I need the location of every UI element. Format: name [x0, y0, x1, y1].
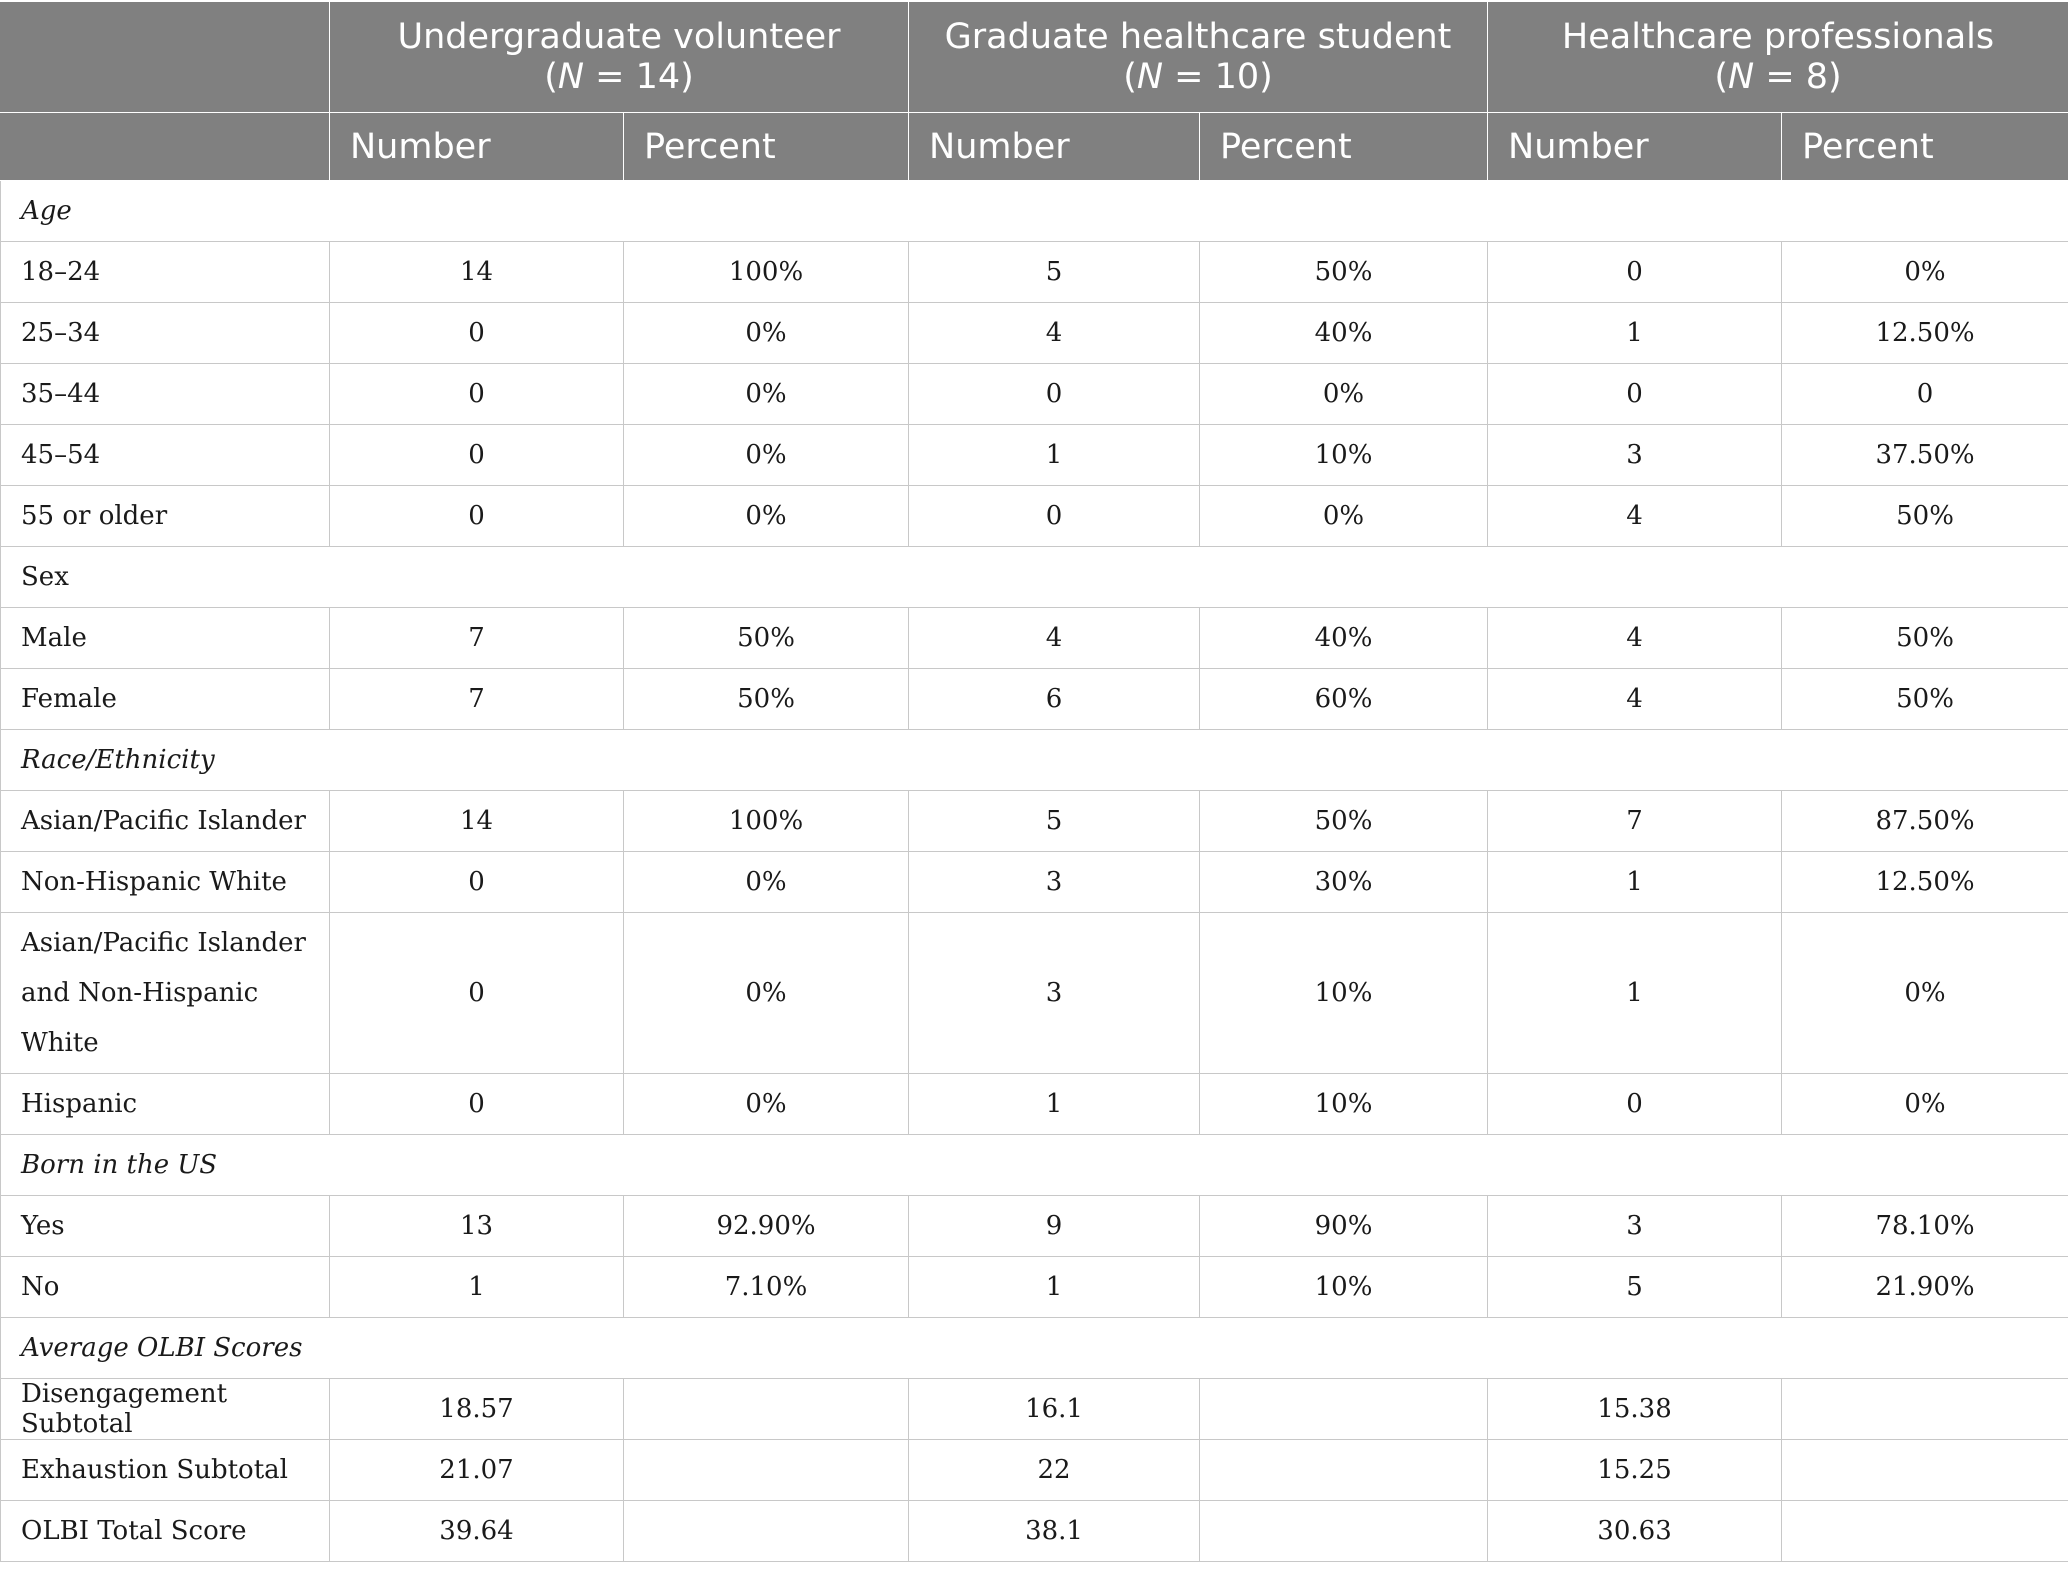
cell-value: 50% — [624, 669, 909, 730]
cell-value — [1200, 1379, 1488, 1440]
cell-value: 4 — [1488, 486, 1782, 547]
cell-value: 0% — [624, 364, 909, 425]
cell-value: 10% — [1200, 1074, 1488, 1135]
row-label: Asian/Pacific Islander — [1, 791, 330, 852]
cell-value: 100% — [624, 791, 909, 852]
cell-value: 50% — [1782, 486, 2068, 547]
table-row — [1, 242, 2068, 303]
row-label: Hispanic — [1, 1074, 330, 1135]
section-label: Average OLBI Scores — [1, 1318, 2068, 1379]
cell-value: 5 — [909, 791, 1200, 852]
row-label: OLBI Total Score — [1, 1501, 330, 1562]
section-label: Born in the US — [1, 1135, 2068, 1196]
group-header-undergraduate — [330, 2, 909, 113]
cell-value: 5 — [1488, 1257, 1782, 1318]
table-row — [1, 1257, 2068, 1318]
cell-value: 5 — [909, 242, 1200, 303]
corner-cell — [1, 2, 330, 113]
cell-value: 21.90% — [1782, 1257, 2068, 1318]
cell-value: 0% — [624, 486, 909, 547]
cell-value: 0% — [624, 913, 909, 1074]
row-label: Non-Hispanic White — [1, 852, 330, 913]
cell-value: 100% — [624, 242, 909, 303]
table-row — [1, 852, 2068, 913]
subheader-row — [1, 113, 2068, 181]
row-label-line: Asian/Pacific Islander — [21, 928, 306, 958]
table-row — [1, 791, 2068, 852]
cell-value: 0 — [330, 486, 624, 547]
group-n: (N = 10) — [1123, 57, 1273, 97]
cell-value: 12.50% — [1782, 303, 2068, 364]
row-label: Yes — [1, 1196, 330, 1257]
row-label: Female — [1, 669, 330, 730]
cell-value: 15.38 — [1488, 1379, 1782, 1440]
row-label: No — [1, 1257, 330, 1318]
cell-value: 3 — [909, 852, 1200, 913]
cell-value: 50% — [624, 608, 909, 669]
subheader-percent: Percent — [624, 113, 909, 181]
cell-value: 1 — [1488, 303, 1782, 364]
cell-value: 1 — [909, 1074, 1200, 1135]
cell-value — [1200, 1501, 1488, 1562]
cell-value: 50% — [1200, 791, 1488, 852]
cell-value: 10% — [1200, 913, 1488, 1074]
cell-value: 0% — [624, 303, 909, 364]
cell-value: 39.64 — [330, 1501, 624, 1562]
cell-value: 10% — [1200, 1257, 1488, 1318]
table-row — [1, 1074, 2068, 1135]
row-label: Disengagement Subtotal — [1, 1379, 330, 1440]
subheader-percent: Percent — [1200, 113, 1488, 181]
cell-value: 9 — [909, 1196, 1200, 1257]
cell-value: 0 — [330, 1074, 624, 1135]
cell-value: 7 — [330, 669, 624, 730]
cell-value: 30% — [1200, 852, 1488, 913]
cell-value: 22 — [909, 1440, 1200, 1501]
row-label-line: and Non-Hispanic — [21, 978, 259, 1008]
group-header-professionals — [1488, 2, 2068, 113]
row-label: 25–34 — [1, 303, 330, 364]
section-row-race — [1, 730, 2068, 791]
row-label: 18–24 — [1, 242, 330, 303]
group-title: Healthcare professionals — [1561, 17, 1995, 57]
cell-value: 0% — [624, 852, 909, 913]
cell-value: 38.1 — [909, 1501, 1200, 1562]
cell-value: 0% — [624, 1074, 909, 1135]
cell-value: 78.10% — [1782, 1196, 2068, 1257]
cell-value: 6 — [909, 669, 1200, 730]
cell-value: 50% — [1782, 608, 2068, 669]
section-row-olbi — [1, 1318, 2068, 1379]
cell-value: 10% — [1200, 425, 1488, 486]
cell-value: 1 — [909, 425, 1200, 486]
group-header-row — [1, 2, 2068, 113]
cell-value: 0% — [1782, 913, 2068, 1074]
cell-value: 50% — [1200, 242, 1488, 303]
cell-value: 0% — [1200, 364, 1488, 425]
section-row-sex — [1, 547, 2068, 608]
table-body — [1, 181, 2068, 1562]
cell-value — [624, 1501, 909, 1562]
cell-value: 4 — [1488, 608, 1782, 669]
cell-value: 7 — [1488, 791, 1782, 852]
cell-value: 0 — [330, 303, 624, 364]
subheader-number: Number — [909, 113, 1200, 181]
row-label: 45–54 — [1, 425, 330, 486]
demographics-table — [0, 2, 2068, 1562]
section-label: Age — [1, 181, 2068, 242]
cell-value: 50% — [1782, 669, 2068, 730]
cell-value: 1 — [909, 1257, 1200, 1318]
group-title: Graduate healthcare student — [944, 17, 1452, 57]
cell-value: 0 — [1488, 242, 1782, 303]
cell-value: 4 — [1488, 669, 1782, 730]
section-row-age — [1, 181, 2068, 242]
cell-value: 0 — [909, 364, 1200, 425]
table-header — [1, 2, 2068, 181]
cell-value: 92.90% — [624, 1196, 909, 1257]
cell-value: 13 — [330, 1196, 624, 1257]
cell-value: 0% — [1782, 242, 2068, 303]
row-label: Male — [1, 608, 330, 669]
cell-value: 90% — [1200, 1196, 1488, 1257]
cell-value: 0 — [1488, 364, 1782, 425]
cell-value: 0 — [330, 852, 624, 913]
cell-value: 14 — [330, 242, 624, 303]
cell-value: 0% — [1200, 486, 1488, 547]
corner-cell — [1, 113, 330, 181]
cell-value: 40% — [1200, 303, 1488, 364]
table-row — [1, 608, 2068, 669]
cell-value: 14 — [330, 791, 624, 852]
table-row — [1, 669, 2068, 730]
cell-value: 37.50% — [1782, 425, 2068, 486]
cell-value: 3 — [1488, 1196, 1782, 1257]
subheader-number: Number — [330, 113, 624, 181]
table-row — [1, 1379, 2068, 1440]
group-header-graduate — [909, 2, 1488, 113]
cell-value: 0 — [330, 425, 624, 486]
row-label — [1, 913, 330, 1074]
row-label-line: White — [21, 1028, 99, 1058]
cell-value: 0 — [909, 486, 1200, 547]
table-row — [1, 425, 2068, 486]
cell-value: 0% — [624, 425, 909, 486]
cell-value — [1200, 1440, 1488, 1501]
cell-value: 4 — [909, 608, 1200, 669]
cell-value — [1782, 1501, 2068, 1562]
group-title: Undergraduate volunteer — [397, 17, 841, 57]
cell-value: 87.50% — [1782, 791, 2068, 852]
row-label: Exhaustion Subtotal — [1, 1440, 330, 1501]
cell-value: 60% — [1200, 669, 1488, 730]
table-row — [1, 913, 2068, 1074]
subheader-percent: Percent — [1782, 113, 2068, 181]
cell-value: 1 — [1488, 852, 1782, 913]
cell-value: 0 — [1488, 1074, 1782, 1135]
group-n: (N = 14) — [544, 57, 694, 97]
table-row — [1, 1196, 2068, 1257]
cell-value: 0% — [1782, 1074, 2068, 1135]
cell-value: 1 — [330, 1257, 624, 1318]
cell-value: 0 — [330, 913, 624, 1074]
cell-value: 16.1 — [909, 1379, 1200, 1440]
cell-value — [624, 1379, 909, 1440]
cell-value: 7 — [330, 608, 624, 669]
cell-value: 0 — [330, 364, 624, 425]
cell-value: 21.07 — [330, 1440, 624, 1501]
cell-value — [1782, 1379, 2068, 1440]
row-label: 55 or older — [1, 486, 330, 547]
cell-value: 0 — [1782, 364, 2068, 425]
table-row — [1, 1440, 2068, 1501]
cell-value: 4 — [909, 303, 1200, 364]
row-label: 35–44 — [1, 364, 330, 425]
cell-value — [1782, 1440, 2068, 1501]
cell-value: 12.50% — [1782, 852, 2068, 913]
cell-value: 1 — [1488, 913, 1782, 1074]
table-row — [1, 364, 2068, 425]
section-label: Race/Ethnicity — [1, 730, 2068, 791]
group-n: (N = 8) — [1714, 57, 1842, 97]
subheader-number: Number — [1488, 113, 1782, 181]
cell-value: 3 — [1488, 425, 1782, 486]
cell-value: 40% — [1200, 608, 1488, 669]
section-row-born — [1, 1135, 2068, 1196]
section-label: Sex — [1, 547, 2068, 608]
cell-value — [624, 1440, 909, 1501]
cell-value: 7.10% — [624, 1257, 909, 1318]
table-row — [1, 1501, 2068, 1562]
cell-value: 18.57 — [330, 1379, 624, 1440]
cell-value: 3 — [909, 913, 1200, 1074]
table-row — [1, 303, 2068, 364]
table-row — [1, 486, 2068, 547]
cell-value: 15.25 — [1488, 1440, 1782, 1501]
cell-value: 30.63 — [1488, 1501, 1782, 1562]
